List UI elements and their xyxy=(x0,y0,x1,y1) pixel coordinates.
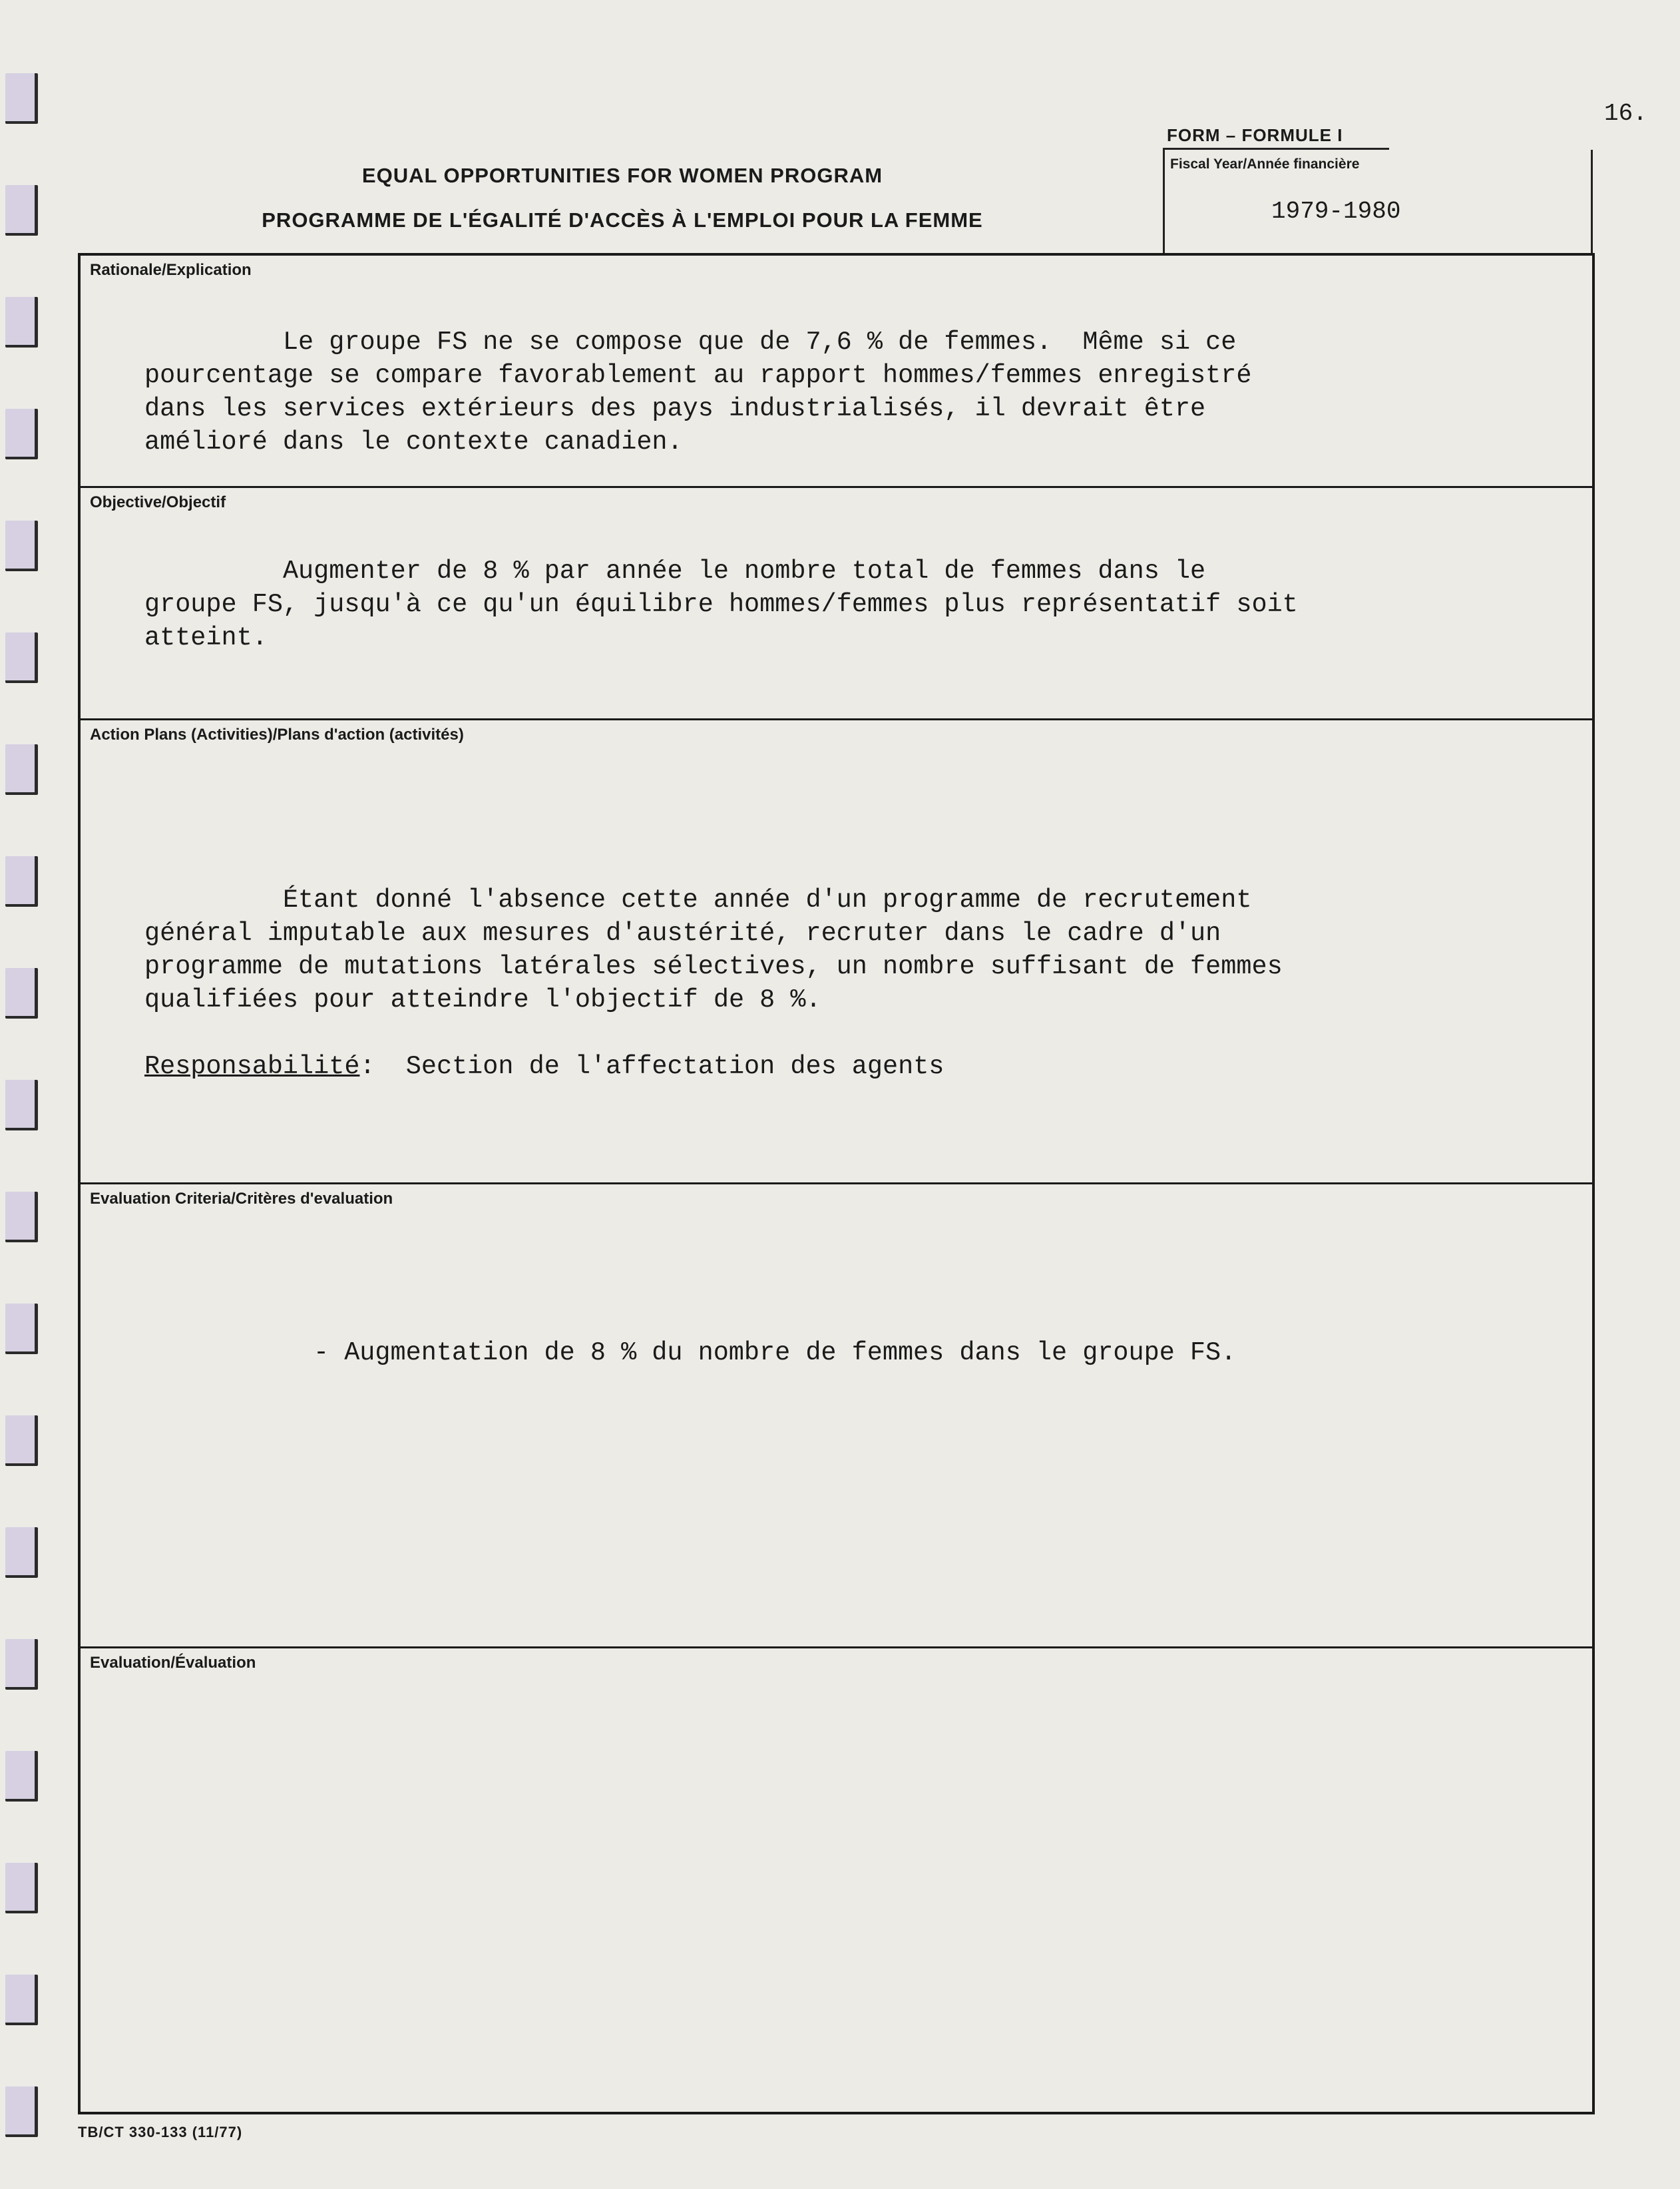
title-english: EQUAL OPPORTUNITIES FOR WOMEN PROGRAM xyxy=(361,164,883,187)
binder-hole xyxy=(5,1527,38,1578)
responsibility-label: Responsabilité xyxy=(144,1052,360,1081)
section-evaluation-criteria xyxy=(81,1184,1592,1648)
form-body xyxy=(78,253,1595,2114)
binder-hole xyxy=(5,1639,38,1690)
binder-hole xyxy=(5,1304,38,1354)
binder-hole xyxy=(5,1415,38,1466)
rationale-text: Le groupe FS ne se compose que de 7,6 % de femmes. Même si ce pourcentage se compare favorablement au rapport hommes/femmes enregistré dans les services extérieurs des pays industrialisés, il devrait être amélioré dans le contexte canadien. xyxy=(144,328,1252,457)
binder-hole xyxy=(5,297,38,348)
binder-hole xyxy=(5,744,38,795)
section-evaluation xyxy=(81,1648,1592,2112)
section-rationale xyxy=(81,256,1592,488)
action-plans-text: Étant donné l'absence cette année d'un programme de recrutement général imputable aux mesures d'austérité, recruter dans le cadre d'un programme de mutations latérales sélectives, un nombre suffisant de femmes qualifiées pour atteindre l'objectif de 8 %. xyxy=(144,885,1283,1015)
responsibility-line xyxy=(144,1050,1489,1083)
binder-hole xyxy=(5,409,38,459)
evaluation-criteria-label: Evaluation Criteria/Critères d'evaluation xyxy=(90,1190,393,1208)
binder-holes xyxy=(0,0,47,2189)
responsibility-value: : Section de l'affectation des agents xyxy=(359,1052,945,1081)
binder-hole xyxy=(5,856,38,907)
binder-hole xyxy=(5,1975,38,2025)
form-label: FORM – FORMULE I xyxy=(1167,125,1343,145)
binder-hole xyxy=(5,1751,38,1802)
binder-hole xyxy=(5,1192,38,1242)
binder-hole xyxy=(5,73,38,124)
binder-hole xyxy=(5,2086,38,2137)
binder-hole xyxy=(5,521,38,571)
binder-hole xyxy=(5,968,38,1019)
evaluation-criteria-text: - Augmentation de 8 % du nombre de femmes dans le groupe FS. xyxy=(314,1338,1237,1367)
objective-label: Objective/Objectif xyxy=(90,493,226,511)
binder-hole xyxy=(5,1863,38,1913)
objective-text: Augmenter de 8 % par année le nombre total de femmes dans le groupe FS, jusqu'à ce qu'un équilibre hommes/femmes plus représentatif soit atteint. xyxy=(144,557,1298,652)
page-number: 16. xyxy=(1604,100,1647,127)
title-french: PROGRAMME DE L'ÉGALITÉ D'ACCÈS À L'EMPLOI POUR LA FEMME xyxy=(262,208,983,232)
evaluation-label: Evaluation/Évaluation xyxy=(90,1654,256,1672)
section-action-plans xyxy=(81,720,1592,1184)
binder-hole xyxy=(5,1080,38,1130)
rationale-label: Rationale/Explication xyxy=(90,261,252,279)
section-objective xyxy=(81,488,1592,720)
fiscal-year-label: Fiscal Year/Année financière xyxy=(1170,156,1360,172)
action-plans-label: Action Plans (Activities)/Plans d'action (activités) xyxy=(90,726,464,744)
form-code: TB/CT 330-133 (11/77) xyxy=(78,2124,243,2140)
header-titles xyxy=(80,140,1165,256)
fiscal-year-box xyxy=(1163,150,1593,253)
binder-hole xyxy=(5,632,38,683)
binder-hole xyxy=(5,185,38,236)
fiscal-year-value: 1979-1980 xyxy=(1271,198,1401,225)
